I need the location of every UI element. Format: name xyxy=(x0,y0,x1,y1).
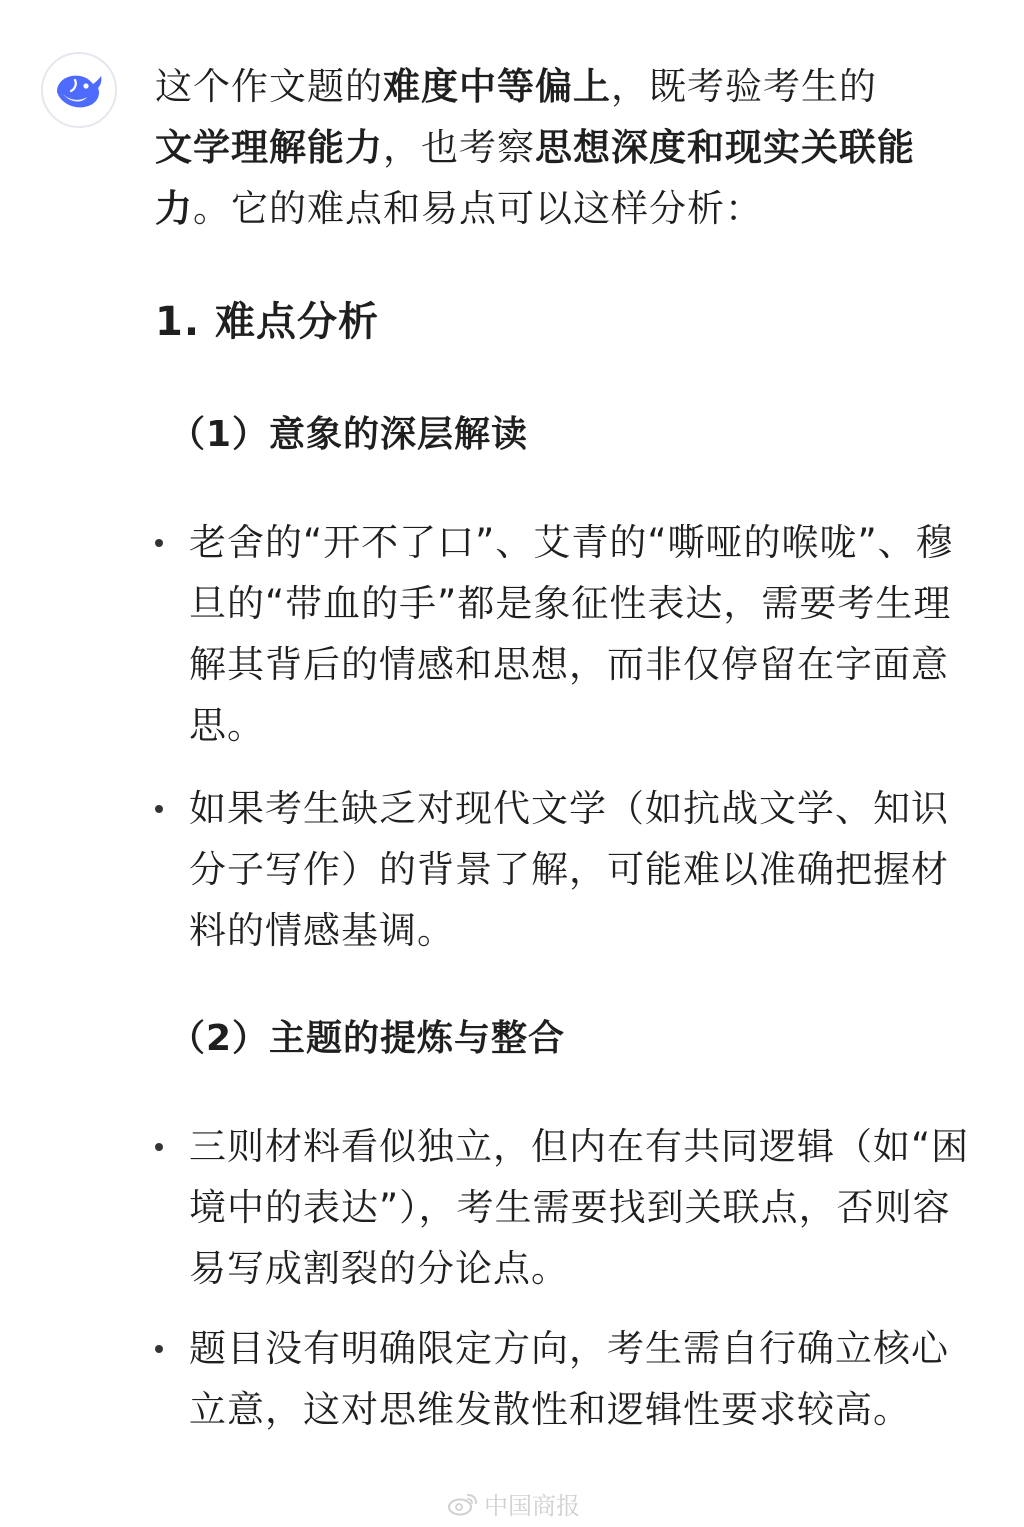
avatar xyxy=(41,52,117,128)
intro-bold-depth: 思想深度和现实关联能力 xyxy=(155,126,915,230)
bullet-dot xyxy=(155,805,163,813)
list-item-text: 题目没有明确限定方向，考生需自行确立核心立意，这对思维发散性和逻辑性要求较高。 xyxy=(189,1327,949,1431)
list-item xyxy=(155,778,975,961)
intro-text: ，既考验考生的 xyxy=(611,65,877,108)
bullet-dot xyxy=(155,1345,163,1353)
watermark xyxy=(448,1486,580,1521)
intro-text: 。它的难点和易点可以这样分析： xyxy=(193,187,763,230)
weibo-icon xyxy=(448,1492,478,1516)
watermark-text: 中国商报 xyxy=(484,1492,580,1520)
assistant-message xyxy=(155,56,975,1431)
intro-text: 这个作文题的 xyxy=(155,65,383,108)
list-item-text: 老舍的“开不了口”、艾青的“嘶哑的喉咙”、穆旦的“带血的手”都是象征性表达，需要考生理解其背后的情感和思想，而非仅停留在字面意思。 xyxy=(189,521,954,747)
whale-logo-icon xyxy=(53,70,105,110)
subsection-title: （1）意象的深层解读 xyxy=(169,414,529,455)
intro-bold-literary: 文学理解能力 xyxy=(155,126,383,169)
intro-paragraph xyxy=(155,56,975,239)
list-item-text: 如果考生缺乏对现代文学（如抗战文学、知识分子写作）的背景了解，可能难以准确把握材料的情感基调。 xyxy=(189,787,949,952)
intro-text: ，也考察 xyxy=(383,126,535,169)
list-item xyxy=(155,1116,975,1299)
subsection-title: （2）主题的提炼与整合 xyxy=(169,1018,566,1059)
bullet-dot xyxy=(155,539,163,547)
list-item-text: 三则材料看似独立，但内在有共同逻辑（如“困境中的表达”），考生需要找到关联点，否则容易写成割裂的分论点。 xyxy=(189,1125,970,1290)
list-item xyxy=(155,1318,975,1440)
list-item xyxy=(155,512,975,756)
bullet-dot xyxy=(155,1143,163,1151)
intro-bold-difficulty: 难度中等偏上 xyxy=(383,65,611,108)
section-title: 1. 难点分析 xyxy=(155,299,379,345)
